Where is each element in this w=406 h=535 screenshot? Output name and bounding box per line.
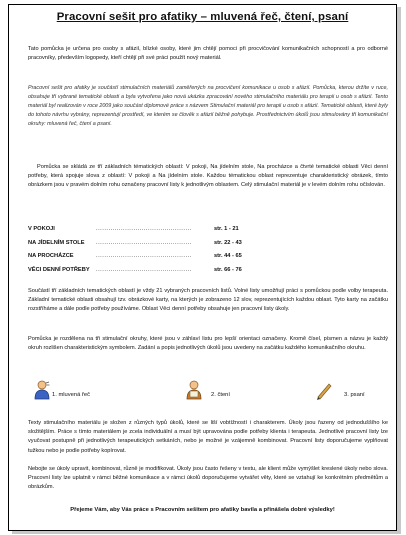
footer-note: Přejeme Vám, aby Vás práce s Pracovním sešitem pro afatiky bavila a přinášela dobré výsledky!: [70, 507, 335, 513]
toc-dots: ..............................................: [96, 266, 192, 273]
toc-row: [28, 226, 388, 240]
circuit-label: 2. čtení: [211, 392, 231, 398]
circuit-label: 1. mluvená řeč: [52, 392, 91, 398]
pencil-icon: [314, 380, 334, 400]
toc-list: [28, 226, 388, 280]
toc-label: V POKOJI: [28, 226, 55, 232]
toc-label: VĚCI DENNÍ POTŘEBY: [28, 266, 90, 273]
toc-dots: ..............................................: [96, 239, 192, 246]
reading-person-icon: [184, 380, 204, 400]
tasks-paragraph-2: Nebojte se úkoly upravit, kombinovat, různě je modifikovat. Úkoly jsou často řešeny v textu, ale klient může vymýšlet kreslené úkoly nebo slova. Pracovní listy lze uplatnit v rámci běžné komunikace a v rámci úkolů doporučujeme vytvářet věty, které se vztahují ke konkrétním předmětům a obrázkům.: [28, 466, 388, 491]
italic-description: Pracovní sešit pro afatiky je součástí stimulačních materiálů zaměřených na procvičení komunikace u osob s afázií. Pomůcka, kterou držíte v ruce, obsahuje tři vybrané tematické oblasti a byla vytvořena jako nová ukázka zpracování nového stimulačního materiálu pro terapii u osob s afázií. Tento materiál byl realizován v roce 2009 jako součást diplomové práce s názvem Stimulační materiál pro terapii u osob s afázií. Tematické oblasti, které byly do tohoto návrhu vybrány, reprezentují prostředí, ve kterém se člověk s afázií běžně pohybuje. Prostřednictvím úkolů jsou stimulovány tři komunikační okruhy: mluvená řeč, čtení a psaní.: [28, 85, 388, 127]
toc-pages: str. 1 - 21: [214, 226, 239, 232]
intro-paragraph: Tato pomůcka je určena pro osoby s afázií, blízké osoby, které jim chtějí pomoci při procvičování komunikačních schopností a pro odborné pracovníky, především logopedy, kteří chtějí při své práci použít nový materiál.: [28, 46, 388, 62]
toc-pages: str. 22 - 43: [214, 239, 242, 246]
toc-label: NA PROCHÁZCE: [28, 253, 74, 260]
toc-row: [28, 267, 388, 281]
toc-row: [28, 253, 388, 267]
toc-label: NA JÍDELNÍM STOLE: [28, 239, 85, 246]
toc-dots: ..............................................: [96, 253, 192, 260]
circuit-label: 3. psaní: [344, 392, 365, 398]
page-title: Pracovní sešit pro afatiky – mluvená řeč, čtení, psaní: [56, 11, 349, 23]
toc-row: [28, 240, 388, 254]
tasks-paragraph: Texty stimulačního materiálu je složen z různých typů úkolů, které se liší vobtížností i charakterem. Úkoly jsou řazeny od jednoduššího ke složitějším. Práce s tímto materiálem je zcela individuální a musí být upravována podle potřeby klienta i terapeuta. Jednotlivé pracovní listy lze vyučovat postupně při jednotlivých terapeutických setkáních, nebo je možné je vzájemně kombinovat. Pracovní listy doporučujeme vyplňovat tužkou nebo je podle potřeby kopírovat.: [28, 420, 388, 454]
circuits-paragraph: Pomůcka je rozdělena na tři stimulační okruhy, které jsou v záhlaví listu pro lepší orientaci označeny. Kromě čísel, písmen a názvu je každý okruh rozlišen charakteristickým symbolem. Zadání a popis jednotlivých úkolů jsou uvedeny na začátku každého komunikačního okruhu.: [28, 336, 388, 352]
toc-pages: str. 66 - 76: [214, 266, 242, 273]
structure-paragraph: Pomůcka se skládá ze tří základních tématických oblastí: V pokoji, Na jídelním stole, Na procházce a čtvrté tematické oblasti Věci denní potřeby, která spojuje slova z oblastí: V pokoji a Na jídelním stole. Každou tématickou oblast reprezentuje charakteristický obrázek, tímto obrázkem jsou v pravém dolním rohu označeny pracovní listy k jednotlivým oblastem. Celý stimulační materiál je v levém dolním rohu očíslován.: [28, 164, 388, 189]
document-page: [8, 4, 397, 531]
toc-dots: ..............................................: [96, 226, 192, 232]
circuit-icons-row: [28, 378, 388, 408]
toc-pages: str. 44 - 65: [214, 253, 242, 260]
speaking-person-icon: [32, 380, 52, 400]
counts-paragraph: Součástí tří základních tematických oblastí je vždy 21 vybraných pracovních listů. Volné listy umožňují práci s pomůckou podle volby terapeuta. Základní tematické oblasti obsahují tzv. obrázkové karty, na kterých je zobrazeno 12 slov, reprezentujících každou oblast. Tyto karty na začátku rozstříháme a dále podle potřeby používáme. Oblast Věci denní potřeby obsahuje jen pracovní listy úkoly.: [28, 288, 388, 313]
